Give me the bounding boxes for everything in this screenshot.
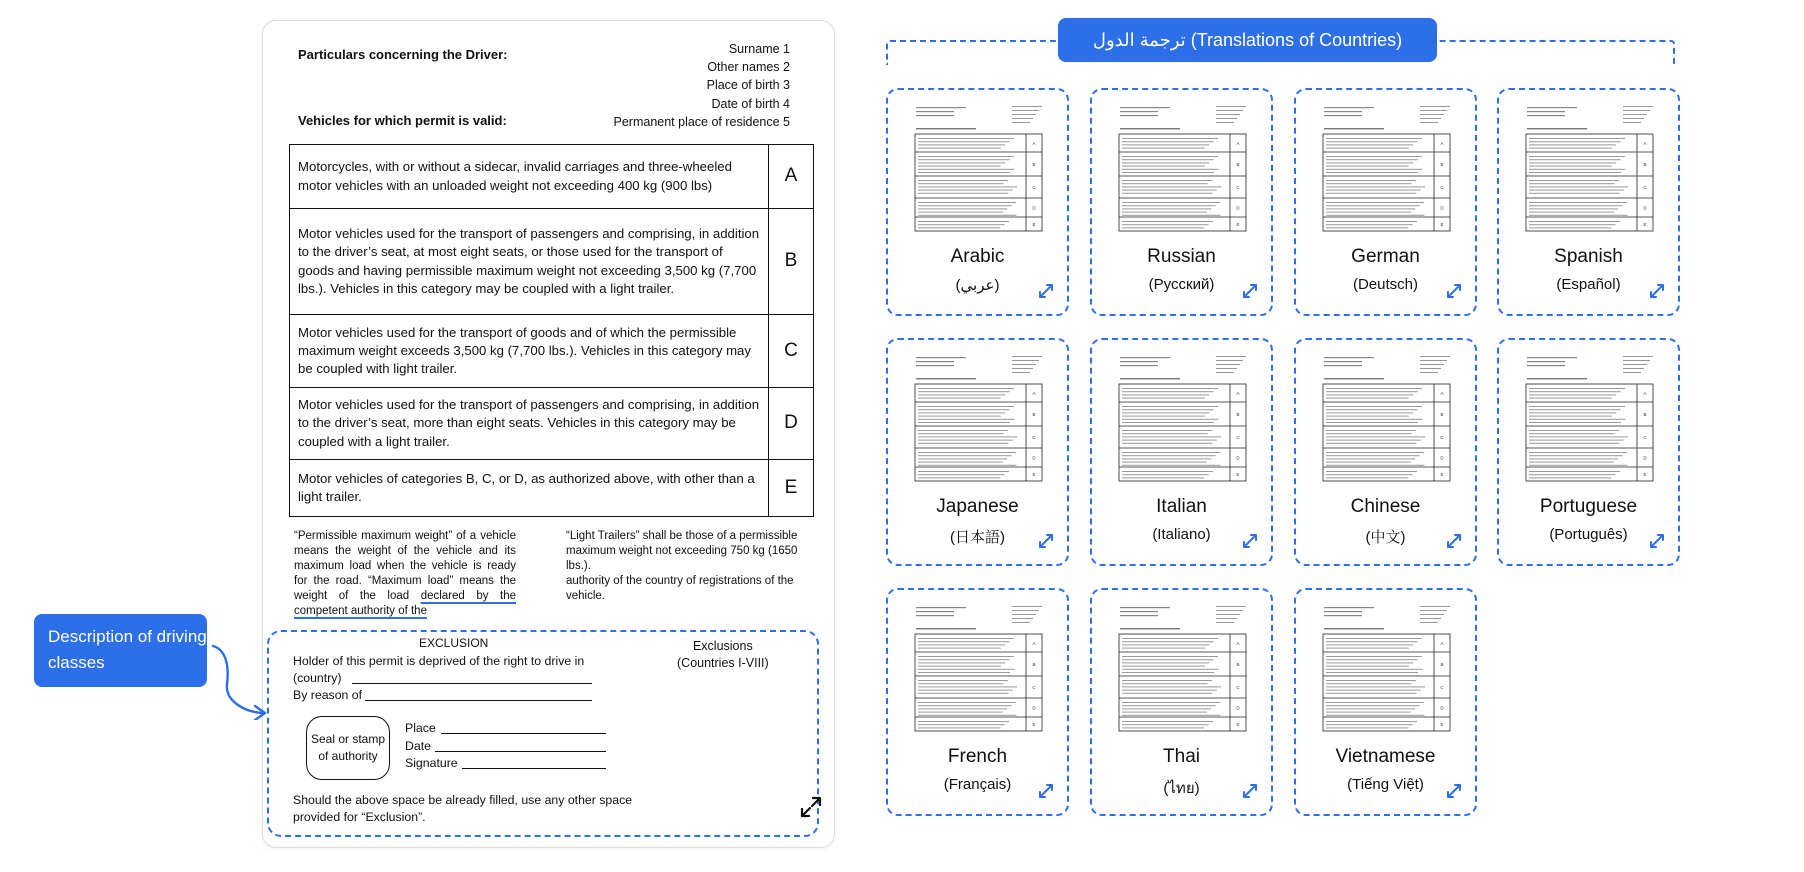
expand-icon[interactable] [1241,282,1259,300]
field-surname: Surname 1 [728,42,790,56]
class-row-a [290,145,814,209]
place-label: Place [405,721,436,735]
class-row-b [290,209,814,315]
svg-text:A: A [1236,141,1240,146]
weight-definition [294,529,516,619]
language-name: Portuguese [1539,496,1638,517]
svg-text:E: E [1032,472,1036,477]
class-letter: A [769,145,814,209]
expand-icon[interactable] [1037,532,1055,550]
trailer-definition [566,529,798,604]
translation-card-german[interactable] [1294,88,1477,316]
language-name: Japanese [936,496,1019,517]
document-thumbnail [912,354,1045,484]
svg-text:C: C [1643,435,1647,440]
svg-text:D: D [1032,455,1036,461]
translation-card-italian[interactable] [1090,338,1273,566]
svg-text:C: C [1236,435,1240,440]
expand-icon[interactable] [1037,782,1055,800]
svg-text:D: D [1236,705,1240,711]
class-description: Motor vehicles used for the transport of goods and of which the permissible maximum weight exceeds 3,500 kg (7,700 lbs.). Vehicles in this category may be coupled with light trailer. [290,315,769,388]
language-name: German [1351,246,1420,267]
class-description: Motorcycles, with or without a sidecar, invalid carriages and three-wheeled motor vehicles with an unloaded weight not exceeding 400 kg (900 lbs) [290,145,769,209]
svg-text:C: C [1032,685,1036,690]
document-thumbnail [1116,104,1249,234]
language-native-name: (Français) [943,776,1012,793]
svg-text:B: B [1643,162,1647,167]
translation-card-russian[interactable] [1090,88,1273,316]
svg-text:B: B [1643,412,1647,417]
svg-text:A: A [1643,141,1647,146]
translation-card-vietnamese[interactable] [1294,588,1477,816]
registration-authority-text: authority of the country of registrations of the vehicle. [566,575,794,602]
svg-text:B: B [1440,662,1444,667]
exclusion-title: EXCLUSION [419,636,489,650]
svg-text:A: A [1032,141,1036,146]
permissible-weight-text: “Permissible maximum weight” of a vehicle means the weight of the vehicle and its maximum load when the vehicle is ready for the road. [294,530,516,587]
svg-text:A: A [1236,641,1240,646]
document-thumbnail [1116,354,1249,484]
translations-heading: ترجمة الدول (Translations of Countries) [1058,18,1437,62]
svg-text:D: D [1440,205,1444,211]
driving-classes-table [289,144,814,517]
svg-text:C: C [1643,185,1647,190]
translation-card-japanese[interactable] [886,338,1069,566]
language-name: Thai [1163,746,1200,767]
country-fill-line [352,683,592,684]
svg-text:E: E [1236,222,1240,227]
language-name: French [947,746,1008,767]
light-trailers-text: “Light Trailers” shall be those of a permissible maximum weight not exceeding 750 kg (1650 lbs.). [566,530,798,572]
document-thumbnail [1320,354,1453,484]
class-row-d [290,388,814,460]
translation-card-chinese[interactable] [1294,338,1477,566]
country-label: (country) [293,671,342,685]
document-thumbnail [1320,604,1453,734]
svg-text:C: C [1236,185,1240,190]
svg-text:A: A [1440,641,1444,646]
language-native-name: (Español) [1556,276,1621,293]
language-name: Arabic [950,246,1005,267]
svg-text:B: B [1236,662,1240,667]
language-native-name: (Italiano) [1152,526,1211,543]
expand-document-icon[interactable] [798,794,824,820]
language-name: Russian [1147,246,1216,267]
svg-text:C: C [1032,185,1036,190]
svg-text:C: C [1440,185,1444,190]
expand-icon[interactable] [1648,282,1666,300]
field-date-of-birth: Date of birth 4 [711,96,790,111]
language-native-name: (Deutsch) [1352,276,1419,293]
class-row-c [290,315,814,388]
document-thumbnail [912,104,1045,234]
svg-text:E: E [1236,722,1240,727]
language-name: Italian [1156,496,1207,517]
exclusions-countries [677,638,769,672]
expand-icon[interactable] [1241,532,1259,550]
class-row-e [290,460,814,517]
language-native-name: (Tiếng Việt) [1347,776,1424,793]
date-label: Date [405,739,431,753]
svg-text:D: D [1032,705,1036,711]
field-place-of-birth: Place of birth 3 [706,78,790,93]
language-native-name: (Português) [1549,526,1628,543]
class-description: Motor vehicles used for the transport of passengers and comprising, in addition to the driver’s seat, more than eight seats. Vehicles in this category may be coupled with a light trailer. [290,388,769,460]
exclusions-label: Exclusions [692,639,753,653]
svg-text:D: D [1440,455,1444,461]
svg-text:A: A [1440,141,1444,146]
language-native-name: (Русский) [1148,276,1215,293]
svg-text:D: D [1643,455,1647,461]
expand-icon[interactable] [1445,532,1463,550]
language-name: Chinese [1350,496,1421,517]
maximum-load-text: “Maximum load” means the weight of the load [294,575,516,602]
svg-text:A: A [1032,391,1036,396]
language-native-name: (中文) [1365,529,1406,546]
translation-card-arabic[interactable] [886,88,1069,316]
svg-text:E: E [1643,472,1647,477]
class-description: Motor vehicles used for the transport of passengers and comprising, in addition to the driver’s seat, at most eight seats, or those used for the transport of goods and having permissible maximum weight not exceeding 3,500 kg (7,700 lbs.). Vehicles in this category may be coupled with a light trailer. [290,209,769,315]
svg-text:B: B [1236,412,1240,417]
svg-text:A: A [1236,391,1240,396]
svg-text:E: E [1032,222,1036,227]
driver-particulars-heading: Particulars concerning the Driver: [298,47,508,62]
seal-stamp-box: Seal or stamp of authority [306,716,390,780]
document-thumbnail [912,604,1045,734]
driver-fields-list [614,40,791,131]
svg-text:B: B [1032,662,1036,667]
svg-text:E: E [1440,222,1444,227]
document-thumbnail [1523,104,1656,234]
class-letter: B [769,209,814,315]
driving-classes-callout: Description of driving classes [34,614,207,687]
expand-icon[interactable] [1037,282,1055,300]
countries-range-label: (Countries I-VIII) [677,656,769,670]
exclusion-section [267,630,819,837]
field-residence: Permanent place of residence 5 [613,114,790,129]
language-name: Spanish [1554,246,1623,267]
svg-text:D: D [1236,205,1240,211]
signature-label: Signature [405,756,458,770]
svg-text:D: D [1643,205,1647,211]
vehicles-valid-heading: Vehicles for which permit is valid: [298,113,507,128]
language-name: Vietnamese [1335,746,1436,767]
document-thumbnail [1523,354,1656,484]
svg-text:D: D [1236,455,1240,461]
svg-text:D: D [1440,705,1444,711]
svg-text:B: B [1236,162,1240,167]
svg-text:E: E [1440,722,1444,727]
expand-icon[interactable] [1445,782,1463,800]
svg-text:E: E [1236,472,1240,477]
svg-text:C: C [1440,685,1444,690]
svg-text:A: A [1032,641,1036,646]
svg-text:E: E [1032,722,1036,727]
language-native-name: (ไทย) [1163,780,1200,797]
expand-icon[interactable] [1648,532,1666,550]
svg-text:E: E [1440,472,1444,477]
reason-label: By reason of [293,688,363,702]
signature-fill-line [462,768,606,769]
svg-text:B: B [1440,162,1444,167]
svg-text:B: B [1032,162,1036,167]
svg-text:A: A [1440,391,1444,396]
maximum-load-underlined-text: declared by the competent authority of the [294,590,516,617]
language-native-name: (عربي) [955,277,1000,294]
date-fill-line [435,751,606,752]
class-letter: C [769,315,814,388]
svg-text:E: E [1643,222,1647,227]
svg-text:C: C [1440,435,1444,440]
translation-card-spanish[interactable] [1497,88,1680,316]
deprived-right-text: Holder of this permit is deprived of the right to drive in [293,654,585,668]
svg-text:D: D [1032,205,1036,211]
translation-card-thai[interactable] [1090,588,1273,816]
class-description: Motor vehicles of categories B, C, or D, as authorized above, with other than a light trailer. [290,460,769,517]
expand-icon[interactable] [1241,782,1259,800]
class-letter: E [769,460,814,517]
language-native-name: (日本語) [950,529,1005,546]
svg-text:A: A [1643,391,1647,396]
expand-icon[interactable] [1445,282,1463,300]
translation-card-french[interactable] [886,588,1069,816]
svg-text:B: B [1032,412,1036,417]
svg-text:C: C [1032,435,1036,440]
document-thumbnail [1116,604,1249,734]
translation-card-portuguese[interactable] [1497,338,1680,566]
class-letter: D [769,388,814,460]
field-other-names: Other names 2 [707,60,790,75]
reason-fill-line [365,700,592,701]
svg-text:B: B [1440,412,1444,417]
svg-text:C: C [1236,685,1240,690]
document-thumbnail [1320,104,1453,234]
exclusion-footer-text: Should the above space be already filled, use any other space provided for “Exclusion”. [293,793,633,824]
place-fill-line [441,733,606,734]
callout-arrow-icon [205,640,275,720]
